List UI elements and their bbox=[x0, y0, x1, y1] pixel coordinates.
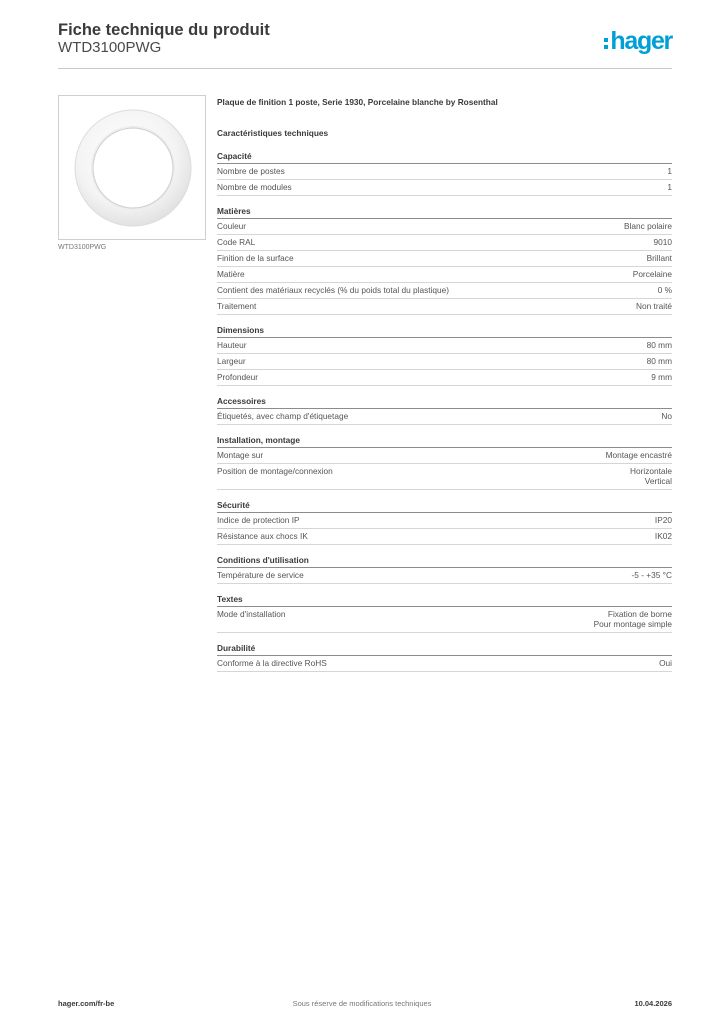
footer-date: 10.04.2026 bbox=[634, 999, 672, 1008]
spec-value: IK02 bbox=[654, 531, 672, 541]
spec-row bbox=[217, 251, 672, 267]
spec-row bbox=[217, 568, 672, 584]
spec-row bbox=[217, 180, 672, 196]
spec-row bbox=[217, 338, 672, 354]
footer-website-link[interactable]: hager.com/fr-be bbox=[58, 999, 115, 1008]
section-title: Durabilité bbox=[217, 643, 672, 656]
spec-row bbox=[217, 267, 672, 283]
page-title: Fiche technique du produit bbox=[58, 21, 270, 39]
spec-label: Mode d'installation bbox=[217, 609, 286, 619]
spec-row bbox=[217, 656, 672, 672]
spec-value: Montage encastré bbox=[605, 450, 672, 460]
product-image-caption: WTD3100PWG bbox=[58, 244, 107, 251]
spec-value: 80 mm bbox=[646, 340, 672, 350]
spec-label: Hauteur bbox=[217, 340, 247, 350]
product-image bbox=[59, 96, 205, 239]
product-image-frame bbox=[58, 95, 206, 240]
logo-dots-icon bbox=[604, 38, 608, 49]
hager-logo[interactable] bbox=[604, 28, 672, 54]
spec-value: Fixation de borne Pour montage simple bbox=[593, 609, 672, 629]
spec-section bbox=[217, 396, 672, 425]
spec-label: Contient des matériaux recyclés (% du poids total du plastique) bbox=[217, 285, 449, 295]
spec-label: Largeur bbox=[217, 356, 246, 366]
spec-label: Indice de protection IP bbox=[217, 515, 300, 525]
spec-content bbox=[217, 97, 672, 682]
spec-row bbox=[217, 513, 672, 529]
spec-value: Non traité bbox=[636, 301, 672, 311]
spec-value: Oui bbox=[659, 658, 672, 668]
product-description: Plaque de finition 1 poste, Serie 1930, Porcelaine blanche by Rosenthal bbox=[217, 97, 498, 107]
spec-label: Couleur bbox=[217, 221, 247, 231]
spec-label: Profondeur bbox=[217, 372, 259, 382]
spec-label: Code RAL bbox=[217, 237, 256, 247]
spec-label: Résistance aux chocs IK bbox=[217, 531, 308, 541]
spec-value: Brillant bbox=[646, 253, 672, 263]
logo-text: hager bbox=[610, 27, 672, 55]
spec-section bbox=[217, 643, 672, 672]
section-title: Matières bbox=[217, 206, 672, 219]
spec-section bbox=[217, 206, 672, 315]
header-divider bbox=[58, 68, 672, 69]
spec-row bbox=[217, 409, 672, 425]
spec-section bbox=[217, 555, 672, 584]
spec-label: Montage sur bbox=[217, 450, 264, 460]
spec-section bbox=[217, 500, 672, 545]
spec-row bbox=[217, 464, 672, 490]
section-title: Sécurité bbox=[217, 500, 672, 513]
spec-section bbox=[217, 594, 672, 633]
spec-section bbox=[217, 435, 672, 490]
spec-label: Traitement bbox=[217, 301, 257, 311]
spec-value: Blanc polaire bbox=[624, 221, 672, 231]
spec-label: Finition de la surface bbox=[217, 253, 294, 263]
spec-row bbox=[217, 529, 672, 545]
footer-notice: Sous réserve de modifications techniques bbox=[292, 999, 432, 1008]
spec-section bbox=[217, 325, 672, 386]
spec-label: Position de montage/connexion bbox=[217, 466, 333, 476]
spec-row bbox=[217, 370, 672, 386]
spec-row bbox=[217, 299, 672, 315]
spec-row bbox=[217, 354, 672, 370]
spec-value: 9 mm bbox=[651, 372, 672, 382]
section-title: Dimensions bbox=[217, 325, 672, 338]
section-title: Installation, montage bbox=[217, 435, 672, 448]
spec-row bbox=[217, 283, 672, 299]
section-title: Textes bbox=[217, 594, 672, 607]
spec-row bbox=[217, 607, 672, 633]
spec-row bbox=[217, 235, 672, 251]
spec-value: Horizontale Vertical bbox=[630, 466, 672, 486]
section-title: Conditions d'utilisation bbox=[217, 555, 672, 568]
spec-value: 9010 bbox=[653, 237, 672, 247]
spec-row bbox=[217, 164, 672, 180]
spec-row bbox=[217, 448, 672, 464]
section-title: Accessoires bbox=[217, 396, 672, 409]
spec-label: Matière bbox=[217, 269, 245, 279]
spec-section bbox=[217, 151, 672, 196]
characteristics-heading: Caractéristiques techniques bbox=[217, 128, 329, 138]
spec-label: Nombre de postes bbox=[217, 166, 285, 176]
spec-label: Nombre de modules bbox=[217, 182, 292, 192]
spec-value: 0 % bbox=[657, 285, 672, 295]
spec-value: Porcelaine bbox=[632, 269, 672, 279]
spec-sections bbox=[217, 151, 672, 672]
spec-value: No bbox=[661, 411, 672, 421]
spec-value: 80 mm bbox=[646, 356, 672, 366]
spec-row bbox=[217, 219, 672, 235]
spec-value: -5 - +35 °C bbox=[631, 570, 672, 580]
spec-value: 1 bbox=[667, 166, 672, 176]
spec-value: IP20 bbox=[654, 515, 672, 525]
section-title: Capacité bbox=[217, 151, 672, 164]
spec-value: 1 bbox=[667, 182, 672, 192]
spec-label: Étiquetés, avec champ d'étiquetage bbox=[217, 411, 349, 421]
spec-label: Température de service bbox=[217, 570, 304, 580]
product-code: WTD3100PWG bbox=[58, 39, 162, 56]
spec-label: Conforme à la directive RoHS bbox=[217, 658, 327, 668]
